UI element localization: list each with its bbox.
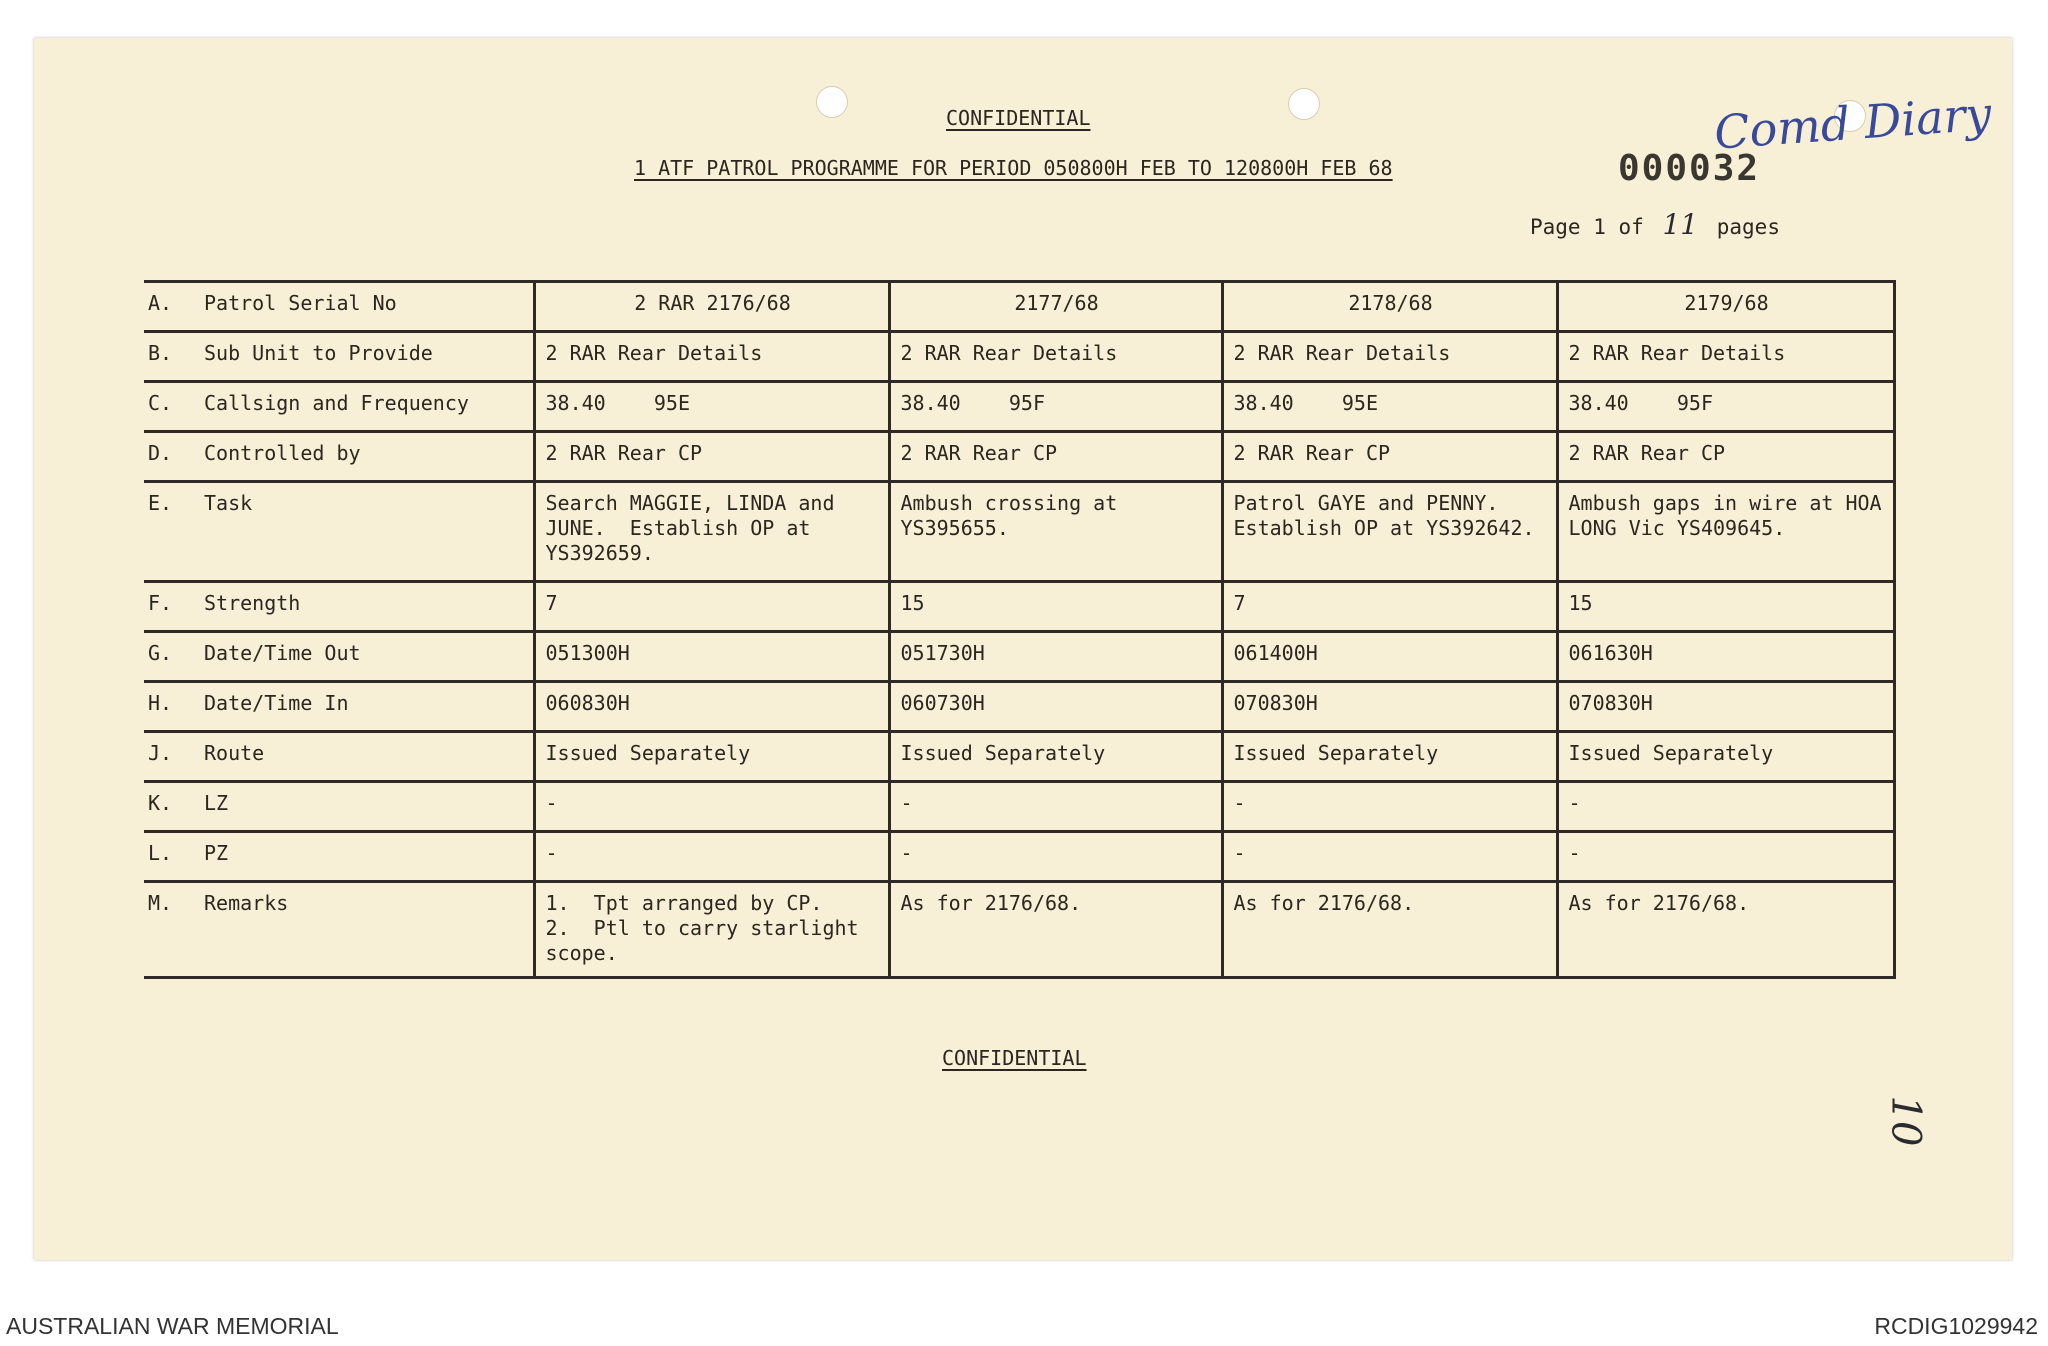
table-cell: -	[1222, 782, 1557, 832]
table-row	[144, 732, 1894, 782]
table-cell: Patrol GAYE and PENNY. Establish OP at YS392642.	[1222, 482, 1557, 582]
table-cell: 2 RAR Rear Details	[534, 332, 889, 382]
document-title: 1 ATF PATROL PROGRAMME FOR PERIOD 050800H FEB TO 120800H FEB 68	[634, 156, 1393, 180]
row-label: Date/Time In	[204, 691, 349, 715]
table-row	[144, 482, 1894, 582]
row-letter: G.	[148, 641, 173, 665]
table-cell: As for 2176/68.	[1557, 882, 1894, 978]
punch-hole-left	[816, 86, 848, 118]
table-cell: As for 2176/68.	[889, 882, 1222, 978]
table-cell: -	[889, 832, 1222, 882]
patrol-table-body	[144, 282, 1894, 978]
row-label-cell	[144, 732, 534, 782]
footer-institution: AUSTRALIAN WAR MEMORIAL	[6, 1313, 339, 1339]
row-label-cell	[144, 482, 534, 582]
row-label: Controlled by	[204, 441, 361, 465]
row-letter: A.	[148, 291, 173, 315]
table-cell: 7	[534, 582, 889, 632]
page-total: 11	[1662, 208, 1699, 241]
table-cell: 2 RAR Rear CP	[1557, 432, 1894, 482]
table-cell: 15	[889, 582, 1222, 632]
footer-record-id: RCDIG1029942	[1874, 1313, 2038, 1339]
row-letter: C.	[148, 391, 173, 415]
table-row	[144, 382, 1894, 432]
table-cell: 2 RAR Rear CP	[889, 432, 1222, 482]
table-cell: 38.40 95E	[534, 382, 889, 432]
table-cell: 2 RAR Rear Details	[1557, 332, 1894, 382]
page-suffix: pages	[1716, 215, 1780, 239]
table-cell: Issued Separately	[1222, 732, 1557, 782]
row-letter: F.	[148, 591, 173, 615]
table-cell: 2179/68	[1557, 282, 1894, 332]
table-cell: 2 RAR Rear Details	[889, 332, 1222, 382]
table-cell: -	[1222, 832, 1557, 882]
page-count	[1530, 208, 1780, 241]
table-cell: 2 RAR 2176/68	[534, 282, 889, 332]
row-letter: J.	[148, 741, 173, 765]
table-cell: 38.40 95E	[1222, 382, 1557, 432]
row-letter: B.	[148, 341, 173, 365]
table-row	[144, 282, 1894, 332]
table-cell: Issued Separately	[889, 732, 1222, 782]
row-label: Sub Unit to Provide	[204, 341, 433, 365]
table-cell: Ambush crossing at YS395655.	[889, 482, 1222, 582]
row-label: Remarks	[204, 891, 289, 915]
table-row	[144, 682, 1894, 732]
row-label-cell	[144, 782, 534, 832]
table-cell: 2177/68	[889, 282, 1222, 332]
table-cell: 051300H	[534, 632, 889, 682]
row-letter: D.	[148, 441, 173, 465]
row-letter: E.	[148, 491, 173, 515]
table-cell: 061630H	[1557, 632, 1894, 682]
row-label-cell	[144, 882, 534, 978]
patrol-table	[144, 280, 1896, 979]
table-cell: 7	[1222, 582, 1557, 632]
table-cell: -	[1557, 832, 1894, 882]
table-cell: 2 RAR Rear CP	[534, 432, 889, 482]
row-label: LZ	[204, 791, 229, 815]
table-cell: 070830H	[1222, 682, 1557, 732]
table-cell: 15	[1557, 582, 1894, 632]
row-label-cell	[144, 282, 534, 332]
table-cell: Issued Separately	[534, 732, 889, 782]
table-cell: 38.40 95F	[1557, 382, 1894, 432]
table-cell: 1. Tpt arranged by CP. 2. Ptl to carry starlight scope.	[534, 882, 889, 978]
row-label: Callsign and Frequency	[204, 391, 469, 415]
table-row	[144, 332, 1894, 382]
row-label-cell	[144, 382, 534, 432]
table-cell: 38.40 95F	[889, 382, 1222, 432]
row-letter: L.	[148, 841, 173, 865]
handwritten-note: Comd Diary	[1712, 86, 1994, 160]
row-label: Strength	[204, 591, 301, 615]
row-label-cell	[144, 582, 534, 632]
row-letter: H.	[148, 691, 173, 715]
table-row	[144, 832, 1894, 882]
table-row	[144, 782, 1894, 832]
margin-mark: 10	[1882, 1095, 1929, 1147]
table-cell: Ambush gaps in wire at HOA LONG Vic YS409645.	[1557, 482, 1894, 582]
table-cell: Issued Separately	[1557, 732, 1894, 782]
table-row	[144, 882, 1894, 978]
row-letter: M.	[148, 891, 173, 915]
row-label-cell	[144, 432, 534, 482]
table-cell: 051730H	[889, 632, 1222, 682]
row-label-cell	[144, 632, 534, 682]
table-cell: 070830H	[1557, 682, 1894, 732]
table-cell: -	[1557, 782, 1894, 832]
row-label: Patrol Serial No	[204, 291, 397, 315]
table-cell: -	[534, 832, 889, 882]
table-row	[144, 582, 1894, 632]
table-cell: 2178/68	[1222, 282, 1557, 332]
row-label: Task	[204, 491, 253, 515]
table-cell: Search MAGGIE, LINDA and JUNE. Establish OP at YS392659.	[534, 482, 889, 582]
table-cell: -	[889, 782, 1222, 832]
punch-hole-right	[1288, 88, 1320, 120]
row-letter: K.	[148, 791, 173, 815]
table-cell: 061400H	[1222, 632, 1557, 682]
classification-top: CONFIDENTIAL	[946, 106, 1091, 130]
table-cell: 060730H	[889, 682, 1222, 732]
table-cell: 2 RAR Rear Details	[1222, 332, 1557, 382]
table-cell: -	[534, 782, 889, 832]
table-row	[144, 632, 1894, 682]
classification-bottom: CONFIDENTIAL	[942, 1046, 1087, 1070]
row-label-cell	[144, 832, 534, 882]
row-label: PZ	[204, 841, 229, 865]
page-prefix: Page 1 of	[1530, 215, 1644, 239]
row-label-cell	[144, 332, 534, 382]
row-label: Route	[204, 741, 265, 765]
stamp-number: 000032	[1618, 148, 1761, 189]
row-label: Date/Time Out	[204, 641, 361, 665]
row-label-cell	[144, 682, 534, 732]
table-cell: As for 2176/68.	[1222, 882, 1557, 978]
table-cell: 060830H	[534, 682, 889, 732]
table-cell: 2 RAR Rear CP	[1222, 432, 1557, 482]
table-row	[144, 432, 1894, 482]
